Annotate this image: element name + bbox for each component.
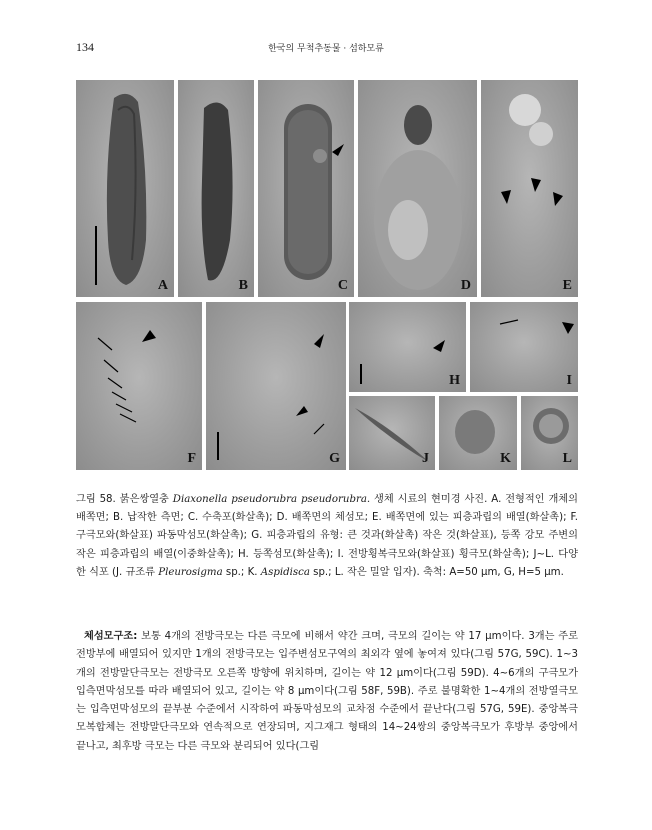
figure-panel-a xyxy=(76,80,174,297)
ciliate-image-i xyxy=(470,302,578,392)
caption-text-1: 생체 시료의 현미경 사진. A. 전형적인 개체의 배쪽면; B. 납작한 측면; C. 수축포(화살촉); D. 배쪽면의 체섬모; E. 배쪽면에 있는 피층과립의 배열(화살촉); F. 구극모와(화살표) 파동막섬모(화살촉); G. 피층과립의 유형: 큰 것과(화살촉) 작은 것(화살표), 등쪽 강모 주변의 작은 피층과립의 배열(이중화살촉); H. 등쪽섬모(화살촉); I. 전방횡복극모와(화살표) 횡극모(화살촉); J~L. 다양한 식포 (J. 규조류 xyxy=(76,494,578,578)
body-paragraph xyxy=(76,628,578,756)
section-heading: 체섬모구조: xyxy=(84,631,138,642)
panel-label-b: B xyxy=(238,278,248,293)
panel-label-d: D xyxy=(460,278,471,293)
page-header xyxy=(76,40,576,56)
panel-label-a: A xyxy=(157,278,168,293)
figure-panel-e xyxy=(481,80,578,297)
panel-label-l: L xyxy=(562,451,572,466)
ciliate-image-b xyxy=(178,80,254,297)
figure-panel-c xyxy=(258,80,354,297)
panel-label-k: K xyxy=(500,451,511,466)
caption-prefix: 그림 58. 붉은쌍열충 xyxy=(76,494,173,505)
figure-panel-k xyxy=(439,396,517,470)
ciliate-image-d xyxy=(358,80,477,297)
body-section xyxy=(76,628,578,756)
figure-panel-f xyxy=(76,302,202,470)
ciliate-image-e xyxy=(481,80,578,297)
panel-label-e: E xyxy=(562,278,572,293)
figure-caption xyxy=(76,491,578,582)
panel-label-h: H xyxy=(449,373,460,388)
figure-panel-g xyxy=(206,302,346,470)
figure-panel-d xyxy=(358,80,477,297)
ciliate-image-a xyxy=(76,80,174,297)
genus-pleurosigma: Pleurosigma xyxy=(158,566,223,578)
figure-panel-i xyxy=(470,302,578,392)
figure-panel-h xyxy=(349,302,466,392)
ciliate-image-g xyxy=(206,302,346,470)
species-name: Diaxonella pseudorubra pseudorubra. xyxy=(172,494,371,505)
caption-text-3: sp.; L. 작은 밀알 입자). 축척: A=50 μm, G, H=5 μm. xyxy=(309,566,564,578)
panel-label-i: I xyxy=(566,373,572,388)
panel-label-f: F xyxy=(187,451,196,466)
caption-text-2: sp.; K. xyxy=(222,566,261,578)
ciliate-image-c xyxy=(258,80,354,297)
figure-caption-text xyxy=(76,491,578,582)
figure-panel-l xyxy=(521,396,578,470)
panel-label-g: G xyxy=(329,451,340,466)
page-number: 134 xyxy=(76,40,94,54)
running-title: 한국의 무척추동물 · 섬하모류 xyxy=(268,44,384,54)
genus-aspidisca: Aspidisca xyxy=(260,566,310,578)
panel-label-j: J xyxy=(422,451,429,466)
body-paragraph-text: 보통 4개의 전방극모는 다른 극모에 비해서 약간 크며, 극모의 길이는 약 17 μm이다. 3개는 주로 전방부에 배열되어 있지만 1개의 전방극모는 입주변섬모구역의 최외각 옆에 놓여져 있다(그림 57G, 59C). 1~3개의 전방말단극모는 전방극모 오른쪽 방향에 위치하며, 길이는 약 12 μm이다(그림 59D). 4~6개의 구극모가 입측면막섬모를 따라 배열되어 있고, 길이는 약 8 μm이다(그림 58F, 59B). 주로 불명확한 1~4개의 전방열극모는 입측면막섬모의 끝부분 수준에서 시작하여 파동막섬모의 교차점 수준에서 끝난다(그림 57G, 59E). 중앙복극모복합체는 전방말단극모와 연속적으로 연장되며, 지그재그 형태의 14~24쌍의 중앙복극모가 후방부 중앙에서 끝나고, 최후방 극모는 다른 극모와 분리되어 있다(그림 xyxy=(76,631,578,752)
ciliate-image-f xyxy=(76,302,202,470)
figure-panel-j xyxy=(349,396,435,470)
figure-panel-b xyxy=(178,80,254,297)
panel-label-c: C xyxy=(337,278,348,293)
